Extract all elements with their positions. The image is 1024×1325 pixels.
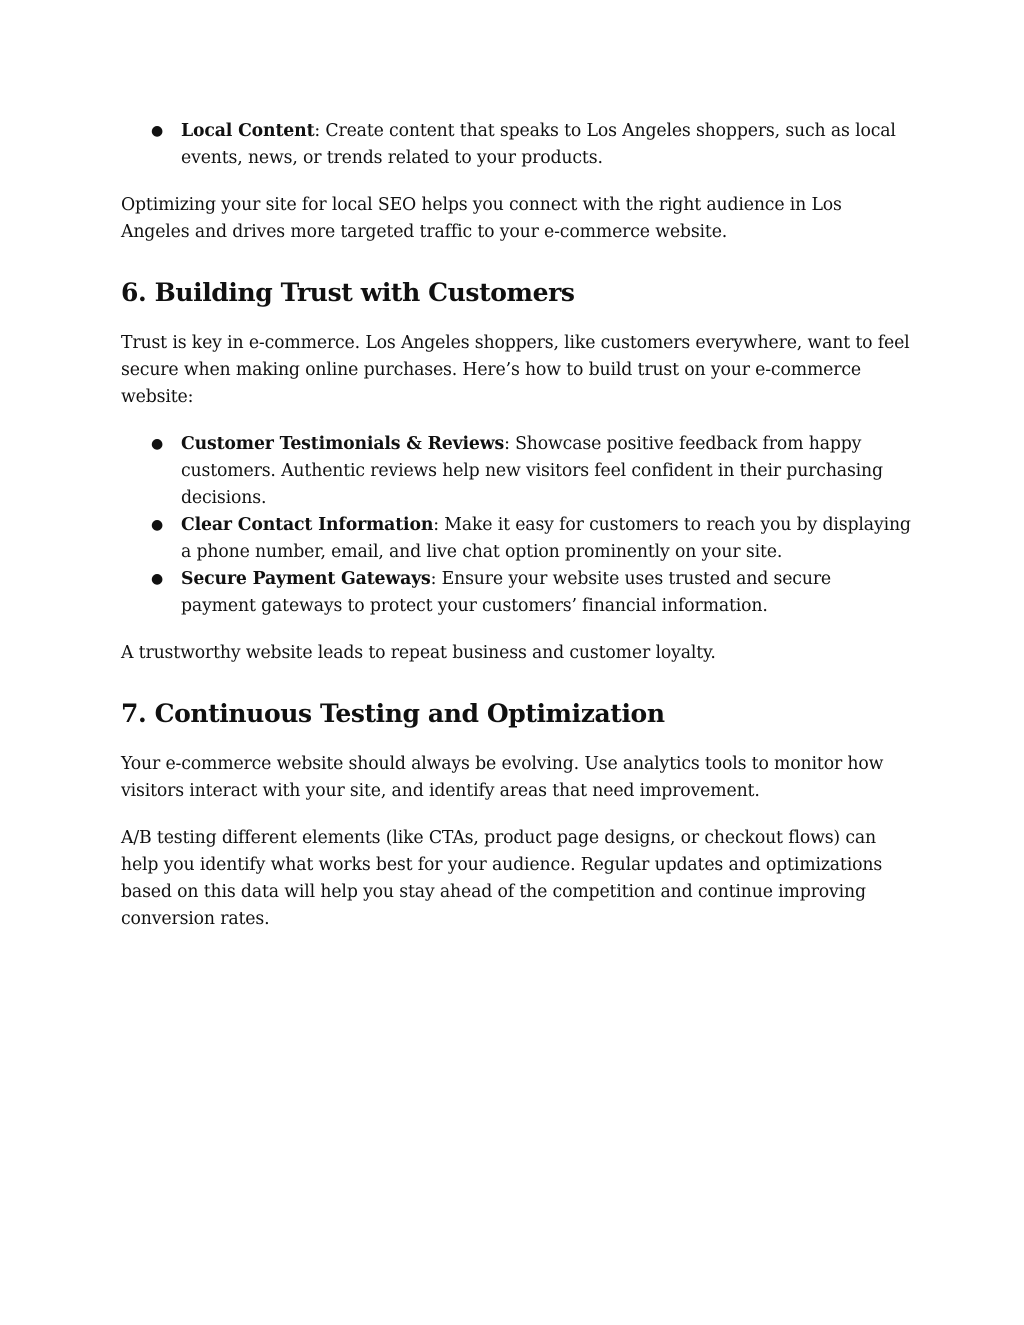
section-7-paragraph-1: Your e-commerce website should always be evolving. Use analytics tools to monitor how visitors interact with your site, and identify areas that need improvement. (121, 754, 884, 801)
list-item-term: Customer Testimonials & Reviews (181, 434, 505, 454)
section-7-heading: 7. Continuous Testing and Optimization (121, 699, 665, 728)
list-item-text: : Showcase positive feedback from happy customers. Authentic reviews help new visitors feel confident in their purchasing decisions. (181, 434, 883, 508)
list-item (121, 431, 911, 512)
bullet-icon: ● (151, 517, 164, 533)
section-6-closing: A trustworthy website leads to repeat business and customer loyalty. (121, 643, 716, 663)
section-6-heading: 6. Building Trust with Customers (121, 278, 575, 307)
local-seo-list (121, 118, 911, 172)
list-item-term: Local Content (181, 121, 315, 141)
bullet-icon: ● (151, 123, 164, 139)
document-content (121, 118, 911, 933)
section-7-paragraph-2: A/B testing different elements (like CTAs, product page designs, or checkout flows) can help you identify what works best for your audience. Regular updates and optimizations based on this data will help you stay ahead of the competition and continue improving conversion rates. (121, 828, 883, 929)
list-item-term: Clear Contact Information (181, 515, 434, 535)
list-item-term: Secure Payment Gateways (181, 569, 431, 589)
list-item (121, 118, 911, 172)
list-item-text: : Ensure your website uses trusted and secure payment gateways to protect your customers’ financial information. (181, 569, 832, 616)
list-item-text: : Make it easy for customers to reach you by displaying a phone number, email, and live chat option prominently on your site. (181, 515, 911, 562)
bullet-icon: ● (151, 436, 164, 452)
local-seo-summary: Optimizing your site for local SEO helps you connect with the right audience in Los Angeles and drives more targeted traffic to your e-commerce website. (121, 195, 842, 242)
trust-list (121, 431, 911, 620)
list-item (121, 566, 911, 620)
list-item-text: : Create content that speaks to Los Angeles shoppers, such as local events, news, or trends related to your products. (181, 121, 896, 168)
bullet-icon: ● (151, 571, 164, 587)
section-6-intro: Trust is key in e-commerce. Los Angeles shoppers, like customers everywhere, want to feel secure when making online purchases. Here’s how to build trust on your e-commerce website: (121, 333, 910, 407)
list-item (121, 512, 911, 566)
